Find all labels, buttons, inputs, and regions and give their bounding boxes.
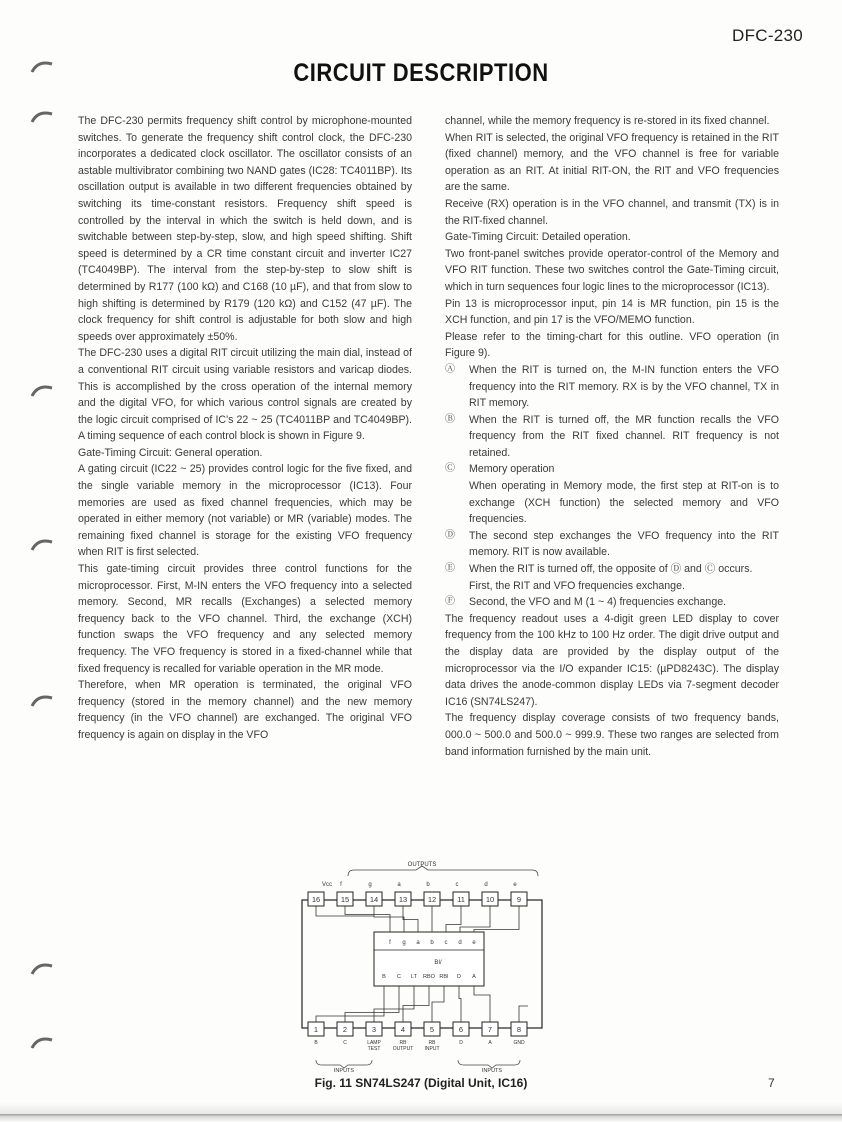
paragraph: When RIT is selected, the original VFO frequency is retained in the RIT (fixed channel) memory, and the VFO channel is free for variable operation as an RIT. At initial RIT-ON, the RIT and VFO frequencies are the same. [445,131,779,194]
page-title: CIRCUIT DESCRIPTION [293,58,549,87]
bottom-pin-label-line: RB [428,1040,436,1046]
top-pin-number: 10 [485,895,495,904]
circled-letter-marker: Ⓑ [445,413,455,425]
bottom-pin-number: 1 [313,1025,319,1034]
binder-hole-mark [28,536,56,556]
paragraph: Pin 13 is microprocessor input, pin 14 is MR function, pin 15 is the XCH function, and pin 17 is the VFO/MEMO function. [445,297,779,327]
bottom-pin-label-line: RB [399,1040,407,1046]
output-pin-letter: g [368,882,372,888]
vcc-label: Vcc [322,882,333,888]
circled-letter-marker: Ⓕ [445,596,455,608]
bottom-pin-label [393,1040,414,1052]
decoder-output-letter: f [389,940,391,946]
binder-hole-mark [28,382,56,402]
output-pin-letter: d [484,882,488,888]
bottom-pin-number: 7 [487,1025,493,1034]
model-number: DFC-230 [732,26,804,45]
connection-wire [345,986,399,1022]
bottom-pin-number: 2 [342,1025,348,1034]
top-pin-number: 14 [369,895,379,904]
top-pin-number: 15 [340,895,350,904]
bottom-pin-number: 3 [371,1025,377,1034]
circled-letter-marker: Ⓒ [445,463,455,475]
inputs-left-brace [316,1060,372,1068]
list-item-text: When the RIT is turned off, the opposite of Ⓓ and Ⓒ occurs. [469,563,753,576]
bottom-pin-label: B [314,1040,318,1046]
list-item [445,528,779,561]
bottom-pin-number: 5 [429,1025,435,1034]
connection-wire [474,906,519,932]
bottom-pin-label [367,1040,381,1052]
connection-wire [474,986,490,1022]
decoder-output-letter: g [402,940,406,946]
section-heading: Gate-Timing Circuit: General operation. [78,446,263,459]
output-pin-letter: c [455,882,459,888]
paragraph: A gating circuit (IC22 ~ 25) provides control logic for the five fixed, and the single variable memory in the microprocessor (IC13). Four memories are used as fixed channel frequencies, which may be operated in either memory (not variable) or MR (variable) modes. The remaining fixed channel is storage for the existing VFO frequency when RIT is first selected. [78,463,412,559]
connection-wire [345,906,390,932]
paragraph: The DFC-230 permits frequency shift control by microphone-mounted switches. To generate the frequency shift control clock, the DFC-230 incorporates a dedicated clock oscillator. The oscillator consists of an astable multivibrator combining two NAND gates (IC28: TC4011BP). Its oscillation output is available in two different frequencies obtained by switching its time-constant resistors. Frequency shift speed is controlled by the interval in which the switch is held down, and is switchable between step-by-step, slow, and high speed shifting. Shift speed is determined by a CR time constant circuit and inverter IC27 (TC4049BP). The interval from the step-by-step to slow shift is determined by R177 (100 kΩ) and C168 (10 µF), and that from slow to high shifting is determined by R179 (120 kΩ) and C152 (47 µF). The clock frequency for shift control is adjustable for both slow and high speeds over approximately ±50%. [78,115,412,343]
section-heading: Gate-Timing Circuit: Detailed operation. [445,231,631,244]
decoder-input-label: C [397,974,401,980]
paragraph: Please refer to the timing-chart for this outline. VFO operation (in Figure 9). [445,330,779,360]
bottom-pin-number: 8 [516,1025,522,1034]
list-item [445,362,779,412]
connection-wire [460,906,490,932]
decoder-output-letter: c [444,940,448,946]
bottom-pin-label-line: TEST [367,1046,381,1052]
connection-wire [403,986,429,1022]
decoder-input-label: RBI [439,974,449,980]
outputs-label: OUTPUTS [407,862,437,868]
top-pin-number: 13 [398,895,408,904]
output-pin-letter: e [513,882,517,888]
list-item-subtext: When operating in Memory mode, the first step at RIT-on is to exchange (XCH function) the selected memory and VFO frequencies. [469,480,779,526]
paragraph: Two front-panel switches provide operator-control of the Memory and VFO RIT function. These two switches control the Gate-Timing circuit, which in turn sequences four logic lines to the microprocessor (IC13). [445,247,779,293]
circled-letter-marker: Ⓔ [445,563,455,575]
bottom-pin-label [425,1040,440,1052]
top-pin-number: 16 [311,895,321,904]
right-text-column [445,113,779,760]
decoder-output-letter: b [430,940,434,946]
bottom-pin-label-line: INPUT [424,1046,440,1052]
connection-wire [432,986,444,1022]
circled-letter-marker: Ⓓ [445,529,455,541]
decoder-input-label: RBO [423,974,435,980]
page-bottom-edge [0,1102,842,1122]
bottom-pin-label: A [488,1040,492,1046]
circled-letter-marker: Ⓐ [445,363,455,375]
paragraph: The frequency readout uses a 4-digit green LED display to cover frequency from the 100 kHz to 100 Hz order. The digit drive output and the display data are provided by the display output of the microprocessor via the I/O expander IC15: (µPD8243C). The display data drives the anode-common display LEDs via 7-segment decoder IC16 (SN74LS247). [445,612,779,708]
connection-wire [459,986,461,1022]
decoder-output-letter: e [472,940,476,946]
ic-pinout-diagram [292,856,552,1076]
connection-wire [374,906,404,932]
left-text-column [78,113,412,744]
bi-label: BI/ [434,960,442,966]
bottom-pin-number: 6 [458,1025,464,1034]
decoder-input-label: LT [410,974,418,980]
list-item [445,461,779,478]
list-item-subtext: First, the RIT and VFO frequencies exchange. [469,579,685,592]
outputs-brace [348,866,538,876]
list-item [445,594,779,611]
paragraph: Therefore, when MR operation is terminated, the original VFO frequency (stored in the memory channel) and the new memory frequency (in the VFO channel) are exchanged. The original VFO frequency is again on display in the VFO [78,679,412,741]
bottom-pin-label: C [343,1040,347,1046]
list-item-text: The second step exchanges the VFO frequency into the RIT memory. RIT is now available. [469,529,779,559]
paragraph: channel, while the memory frequency is re-stored in its fixed channel. [445,115,770,127]
bottom-pin-label: D [459,1040,463,1046]
output-pin-letter: f [340,882,342,888]
top-pin-number: 11 [457,895,465,904]
top-pin-number: 12 [427,895,437,904]
decoder-input-label: A [472,974,476,980]
connection-wire [519,1006,528,1022]
list-item [445,561,779,578]
paragraph: This gate-timing circuit provides three control functions for the microprocessor. First, M-IN enters the VFO frequency into a selected memory. Second, MR recalls (Exchanges) a selected memory frequency back to the VFO channel. Third, the exchange (XCH) function swaps the VFO frequency and any selected memory frequency. The VFO frequency is stored in a fixed-channel while that fixed frequency is recalled for variable operation in the MR mode. [78,563,412,675]
decoder-output-letter: a [416,940,420,946]
paragraph: Receive (RX) operation is in the VFO channel, and transmit (TX) is in the RIT-fixed channel. [445,197,779,227]
bottom-pin-label-line: LAMP [367,1040,381,1046]
list-item-text: Memory operation [469,463,555,476]
bottom-pin-number: 4 [400,1025,406,1034]
top-pin-number: 9 [516,895,522,904]
inputs-right-label: INPUTS [481,1068,503,1074]
inputs-left-label: INPUTS [333,1068,355,1074]
paragraph: The DFC-230 uses a digital RIT circuit utilizing the main dial, instead of a conventional RIT circuit using variable resistors and varicap diodes. This is accomplished by the cross operation of the internal memory and the digital VFO, for which various control signals are created by the logic circuit comprised of IC's 22 ~ 25 (TC4011BP and TC4049BP). A timing sequence of each control block is shown in Figure 9. [78,347,412,443]
output-pin-letter: b [426,882,430,888]
output-pin-letter: a [397,882,401,888]
decoder-output-letter: d [458,940,462,946]
figure-caption: Fig. 11 SN74LS247 (Digital Unit, IC16) [314,1076,528,1090]
binder-hole-mark [28,960,56,980]
binder-hole-mark [28,692,56,712]
list-item-text: When the RIT is turned off, the MR function recalls the VFO frequency from the RIT fixed channel. RIT frequency is not retained. [469,413,779,459]
paragraph: The frequency display coverage consists of two frequency bands, 000.0 ~ 500.0 and 500.0 ~ 999.9. These two ranges are selected from band information furnished by the main unit. [445,712,779,758]
connection-wire [374,986,414,1022]
bottom-pin-label-line: OUTPUT [392,1046,414,1052]
inputs-right-brace [458,1060,520,1068]
connection-wire [403,906,418,932]
decoder-input-label: B [382,974,386,980]
decoder-input-label: D [457,974,461,980]
list-item-text: Second, the VFO and M (1 ~ 4) frequencies exchange. [469,596,727,609]
binder-hole-mark [28,108,56,128]
binder-hole-mark [28,1034,56,1054]
connection-wire [446,906,461,932]
bottom-pin-label: GND [513,1040,525,1046]
list-item-text: When the RIT is turned on, the M-IN function enters the VFO frequency into the RIT memory. RX is by the VFO channel, TX in RIT memory. [469,363,779,410]
list-item [445,412,779,462]
page-number: 7 [768,1076,775,1090]
